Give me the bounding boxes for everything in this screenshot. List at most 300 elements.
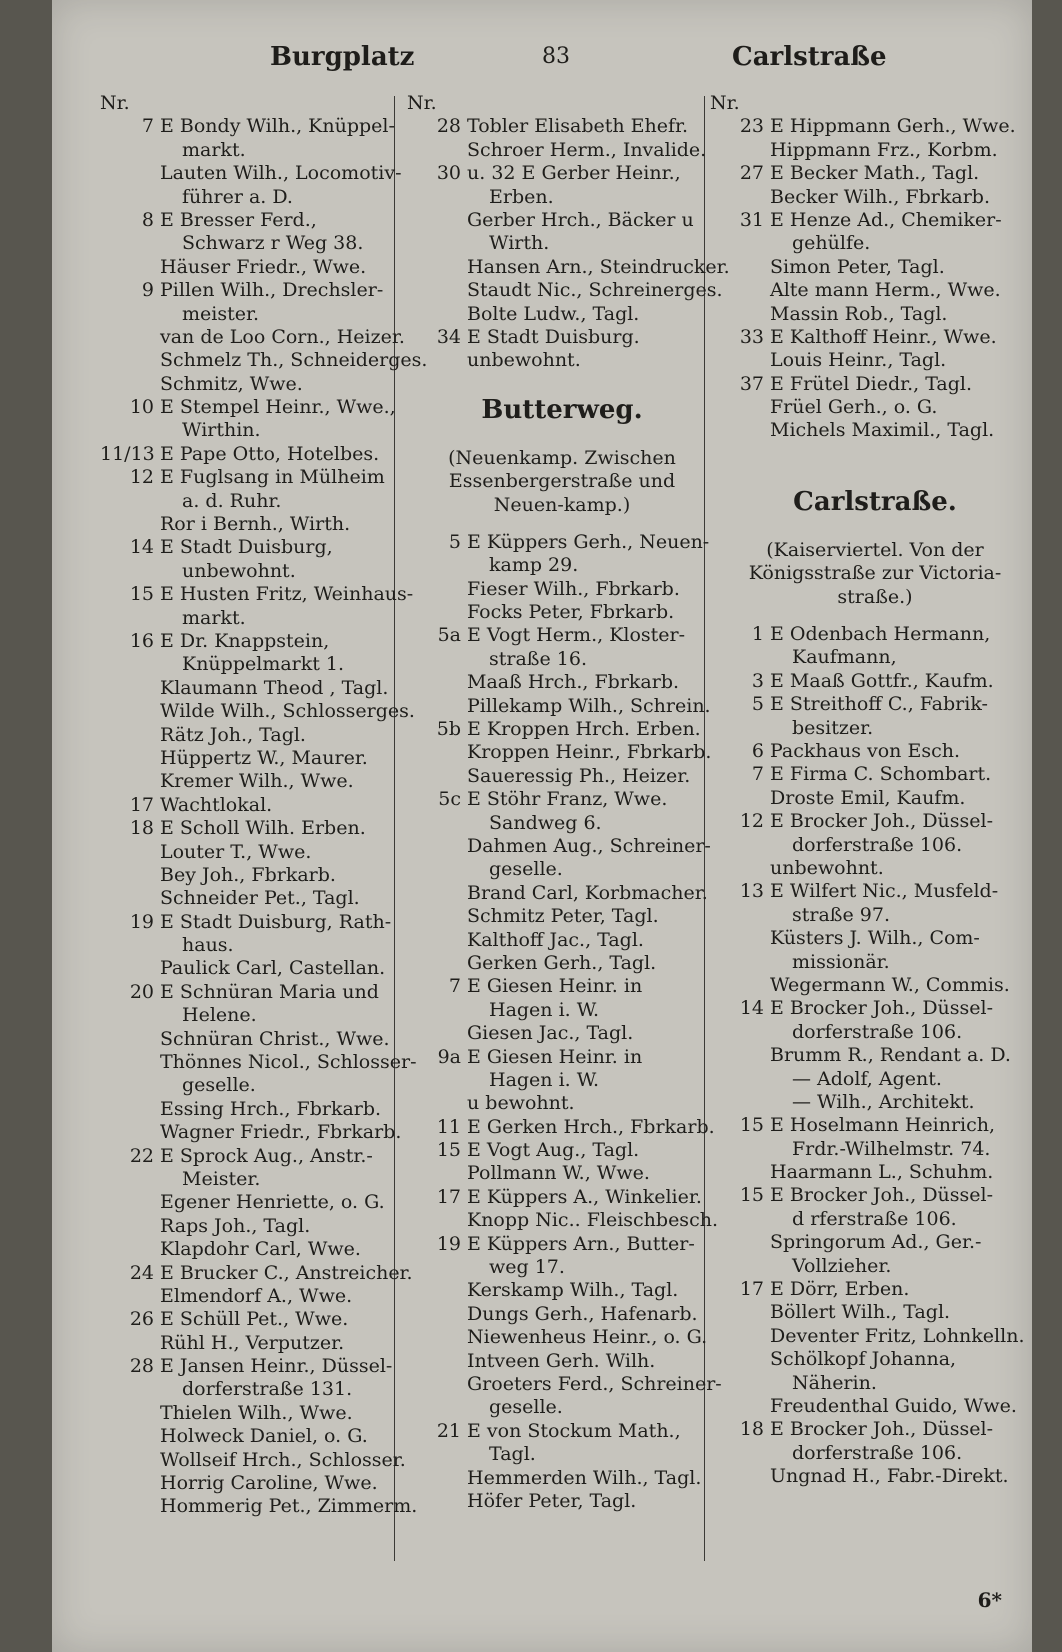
directory-line — [100, 513, 430, 536]
directory-line — [710, 1231, 1040, 1254]
resident-entry: — Wilh., Architekt. — [792, 1090, 975, 1113]
house-number: 5 — [448, 530, 461, 553]
house-number: 15 — [129, 583, 154, 606]
resident-entry: E Brocker Joh., Düssel- — [770, 810, 994, 833]
resident-entry: E Bresser Ferd., — [160, 208, 317, 231]
resident-entry: E Sprock Aug., Anstr.- — [160, 1144, 373, 1167]
directory-line — [710, 1418, 1040, 1441]
directory-line — [710, 646, 1040, 669]
directory-line — [710, 834, 1040, 857]
resident-entry: weg 17. — [489, 1256, 565, 1279]
house-number: 13 — [739, 880, 764, 903]
resident-entry: Staudt Nic., Schreinerges. — [467, 279, 723, 302]
directory-line — [100, 770, 430, 793]
resident-entry: Wirth. — [489, 232, 550, 255]
resident-entry: Wachtlokal. — [160, 793, 273, 816]
directory-line — [100, 560, 430, 583]
resident-entry: Schnüran Christ., Wwe. — [160, 1027, 390, 1050]
resident-entry: Kroppen Heinr., Fbrkarb. — [467, 741, 712, 764]
resident-entry: — Adolf, Agent. — [792, 1067, 942, 1090]
resident-entry: E Hippmann Gerh., Wwe. — [770, 115, 1016, 138]
resident-entry: Tobler Elisabeth Ehefr. — [467, 115, 689, 138]
directory-line — [100, 1238, 430, 1261]
resident-entry: Horrig Caroline, Wwe. — [160, 1472, 378, 1495]
resident-entry: führer a. D. — [182, 185, 293, 208]
directory-line — [407, 162, 717, 185]
resident-entry: Wagner Friedr., Fbrkarb. — [160, 1121, 402, 1144]
directory-line — [407, 741, 717, 764]
resident-entry: E Stadt Duisburg, Rath- — [160, 910, 392, 933]
house-number: 6 — [751, 740, 764, 763]
directory-line — [710, 693, 1040, 716]
resident-entry: meister. — [182, 302, 260, 325]
directory-line — [407, 1069, 717, 1092]
directory-line — [710, 623, 1040, 646]
column-2 — [407, 92, 730, 1513]
house-number: 8 — [141, 208, 154, 231]
directory-line — [710, 1278, 1040, 1301]
resident-entry: Schroer Herm., Invalide. — [467, 138, 707, 161]
resident-entry: E Dörr, Erben. — [770, 1278, 910, 1301]
directory-line — [100, 607, 430, 630]
directory-line — [100, 490, 430, 513]
resident-entry: Bolte Ludw., Tagl. — [467, 302, 640, 325]
resident-entry: kamp 29. — [489, 554, 579, 577]
resident-entry: geselle. — [489, 858, 563, 881]
directory-line — [407, 975, 717, 998]
directory-line — [100, 1191, 430, 1214]
resident-entry: Fieser Wilh., Fbrkarb. — [467, 577, 680, 600]
directory-line — [710, 1184, 1040, 1207]
resident-entry: E Dr. Knappstein, — [160, 629, 330, 652]
directory-line — [407, 1139, 717, 1162]
resident-entry: Küsters J. Wilh., Com- — [770, 927, 980, 950]
house-number: 24 — [129, 1261, 154, 1284]
resident-entry: besitzer. — [792, 716, 874, 739]
directory-line — [100, 583, 430, 606]
resident-entry: E Brucker C., Anstreicher. — [160, 1261, 413, 1284]
directory-line — [407, 1326, 717, 1349]
directory-line — [407, 1303, 717, 1326]
directory-line — [100, 747, 430, 770]
resident-entry: straße 16. — [489, 647, 587, 670]
resident-entry: Alte mann Herm., Wwe. — [770, 279, 1001, 302]
directory-line — [100, 1168, 430, 1191]
directory-line — [407, 929, 717, 952]
sheet-signature: 6* — [977, 1588, 1002, 1612]
resident-entry: Pollmann W., Wwe. — [467, 1162, 650, 1185]
resident-entry: Dahmen Aug., Schreiner- — [467, 834, 711, 857]
resident-entry: Louis Heinr., Tagl. — [770, 349, 947, 372]
resident-entry: Ror i Bernh., Wirth. — [160, 513, 351, 536]
directory-line — [710, 787, 1040, 810]
resident-entry: E Stempel Heinr., Wwe., — [160, 396, 396, 419]
directory-line — [407, 1162, 717, 1185]
directory-line — [100, 1051, 430, 1074]
house-number: 20 — [129, 980, 154, 1003]
house-number: 37 — [739, 372, 764, 395]
directory-line — [407, 209, 717, 232]
directory-line — [100, 1098, 430, 1121]
directory-line — [100, 700, 430, 723]
directory-line — [710, 1301, 1040, 1324]
resident-entry: Hüppertz W., Maurer. — [160, 746, 368, 769]
column-3-list — [710, 623, 1040, 1488]
header-left-street: Burgplatz — [270, 42, 415, 72]
directory-line — [710, 717, 1040, 740]
resident-entry: unbewohnt. — [770, 856, 884, 879]
directory-line — [407, 1209, 717, 1232]
resident-entry: geselle. — [182, 1074, 256, 1097]
directory-line — [710, 810, 1040, 833]
directory-line — [407, 1022, 717, 1045]
resident-entry: Sandweg 6. — [489, 811, 602, 834]
directory-line — [407, 186, 717, 209]
resident-entry: a. d. Ruhr. — [182, 489, 282, 512]
directory-line — [100, 1262, 430, 1285]
directory-line — [100, 1308, 430, 1331]
resident-entry: Klaumann Theod , Tagl. — [160, 676, 389, 699]
resident-entry: Paulick Carl, Castellan. — [160, 957, 386, 980]
house-number: 5c — [438, 788, 461, 811]
directory-line — [710, 162, 1040, 185]
resident-entry: unbewohnt. — [182, 559, 296, 582]
house-number: 7 — [751, 763, 764, 786]
resident-entry: Frdr.-Wilhelmstr. 74. — [792, 1137, 991, 1160]
directory-line — [407, 718, 717, 741]
directory-line — [100, 1495, 430, 1518]
directory-line — [407, 765, 717, 788]
directory-line — [100, 115, 430, 138]
house-number: 5 — [751, 693, 764, 716]
resident-entry: markt. — [182, 606, 246, 629]
resident-entry: d rferstraße 106. — [792, 1207, 957, 1230]
resident-entry: Droste Emil, Kaufm. — [770, 786, 966, 809]
resident-entry: E Hoselmann Heinrich, — [770, 1114, 996, 1137]
directory-line — [100, 841, 430, 864]
resident-entry: Hagen i. W. — [489, 998, 599, 1021]
resident-entry: Brumm R., Rendant a. D. — [770, 1044, 1011, 1067]
resident-entry: Vollzieher. — [792, 1254, 892, 1277]
resident-entry: Groeters Ferd., Schreiner- — [467, 1372, 722, 1395]
directory-line — [710, 857, 1040, 880]
directory-line — [407, 115, 717, 138]
directory-line — [407, 92, 717, 115]
resident-entry: E Scholl Wilh. Erben. — [160, 817, 366, 840]
directory-line — [100, 1285, 430, 1308]
directory-line — [710, 1255, 1040, 1278]
directory-line — [407, 905, 717, 928]
directory-line — [100, 630, 430, 653]
directory-line — [100, 419, 430, 442]
directory-line — [100, 186, 430, 209]
directory-line — [100, 1028, 430, 1051]
resident-entry: E Brocker Joh., Düssel- — [770, 1418, 994, 1441]
directory-line — [100, 326, 430, 349]
directory-line — [100, 911, 430, 934]
house-number: 15 — [739, 1184, 764, 1207]
directory-line — [710, 279, 1040, 302]
directory-line — [100, 1074, 430, 1097]
directory-line — [710, 997, 1040, 1020]
resident-entry: Hommerig Pet., Zimmerm. — [160, 1495, 418, 1518]
house-number: 18 — [129, 817, 154, 840]
resident-entry: Springorum Ad., Ger.- — [770, 1231, 982, 1254]
resident-entry: Packhaus von Esch. — [770, 740, 960, 763]
resident-entry: Hippmann Frz., Korbm. — [770, 138, 998, 161]
directory-line — [100, 794, 430, 817]
resident-entry: dorferstraße 106. — [792, 833, 963, 856]
resident-entry: Gerken Gerh., Tagl. — [467, 951, 657, 974]
directory-line — [407, 1186, 717, 1209]
resident-entry: E von Stockum Math., — [467, 1419, 681, 1442]
resident-entry: missionär. — [792, 950, 890, 973]
directory-line — [710, 373, 1040, 396]
directory-line — [407, 326, 717, 349]
resident-entry: E Henze Ad., Chemiker- — [770, 208, 1002, 231]
resident-entry: Lauten Wilh., Locomotiv- — [160, 162, 402, 185]
directory-line — [407, 695, 717, 718]
house-number: 21 — [436, 1419, 461, 1442]
directory-line — [100, 466, 430, 489]
house-number: 11 — [436, 1115, 461, 1138]
directory-line — [100, 981, 430, 1004]
resident-entry: E Giesen Heinr. in — [467, 975, 643, 998]
resident-entry: E Brocker Joh., Düssel- — [770, 997, 994, 1020]
resident-entry: markt. — [182, 138, 246, 161]
directory-line — [100, 1449, 430, 1472]
house-number: Nr. — [407, 92, 437, 114]
directory-line — [710, 904, 1040, 927]
directory-line — [100, 256, 430, 279]
resident-entry: Essing Hrch., Fbrkarb. — [160, 1097, 382, 1120]
directory-line — [710, 326, 1040, 349]
resident-entry: Giesen Jac., Tagl. — [467, 1022, 634, 1045]
directory-line — [710, 1372, 1040, 1395]
directory-line — [407, 1490, 717, 1513]
resident-entry: Böllert Wilh., Tagl. — [770, 1301, 951, 1324]
directory-line — [100, 653, 430, 676]
resident-entry: straße 97. — [792, 903, 890, 926]
directory-line — [710, 1044, 1040, 1067]
resident-entry: Meister. — [182, 1167, 261, 1190]
resident-entry: Wegermann W., Commis. — [770, 973, 1010, 996]
resident-entry: E Stöhr Franz, Wwe. — [467, 788, 668, 811]
house-number: 18 — [739, 1418, 764, 1441]
directory-line — [710, 1068, 1040, 1091]
resident-entry: Ungnad H., Fabr.-Direkt. — [770, 1465, 1009, 1488]
resident-entry: Saueressig Ph., Heizer. — [467, 764, 691, 787]
resident-entry: Schölkopf Johanna, — [770, 1348, 957, 1371]
resident-entry: Tagl. — [489, 1443, 536, 1466]
resident-entry: Freudenthal Guido, Wwe. — [770, 1394, 1017, 1417]
house-number: 3 — [751, 669, 764, 692]
directory-line — [710, 1442, 1040, 1465]
resident-entry: E Firma C. Schombart. — [770, 763, 992, 786]
directory-line — [710, 1161, 1040, 1184]
resident-entry: Niewenheus Heinr., o. G. — [467, 1326, 708, 1349]
directory-line — [100, 443, 430, 466]
house-number: 26 — [129, 1308, 154, 1331]
resident-entry: E Streithoff C., Fabrik- — [770, 693, 988, 716]
resident-entry: Raps Joh., Tagl. — [160, 1214, 311, 1237]
house-number: 19 — [129, 910, 154, 933]
directory-line — [407, 858, 717, 881]
directory-line — [710, 670, 1040, 693]
section-title-butterweg: Butterweg. — [481, 394, 643, 425]
directory-line — [100, 139, 430, 162]
directory-line — [100, 1425, 430, 1448]
directory-line — [407, 232, 717, 255]
resident-entry: Massin Rob., Tagl. — [770, 302, 948, 325]
directory-line — [710, 396, 1040, 419]
resident-entry: Schmitz Peter, Tagl. — [467, 905, 659, 928]
resident-entry: E Küppers Gerh., Neuen- — [467, 530, 710, 553]
house-number: 9a — [437, 1045, 461, 1068]
house-number: 15 — [436, 1139, 461, 1162]
resident-entry: Schmitz, Wwe. — [160, 372, 303, 395]
house-number: 22 — [129, 1144, 154, 1167]
directory-line — [100, 1145, 430, 1168]
house-number: 31 — [739, 208, 764, 231]
resident-entry: Helene. — [182, 1004, 257, 1027]
resident-entry: Hagen i. W. — [489, 1068, 599, 1091]
directory-line — [407, 952, 717, 975]
resident-entry: Haarmann L., Schuhm. — [770, 1161, 994, 1184]
directory-line — [407, 1233, 717, 1256]
resident-entry: E Bondy Wilh., Knüppel- — [160, 115, 395, 138]
resident-entry: E Wilfert Nic., Musfeld- — [770, 880, 999, 903]
resident-entry: E Brocker Joh., Düssel- — [770, 1184, 994, 1207]
directory-line — [100, 1472, 430, 1495]
resident-entry: E Husten Fritz, Weinhaus- — [160, 583, 414, 606]
resident-entry: E Giesen Heinr. in — [467, 1045, 643, 1068]
directory-line — [407, 835, 717, 858]
directory-line — [100, 279, 430, 302]
resident-entry: Dungs Gerh., Hafenarb. — [467, 1302, 698, 1325]
directory-line — [407, 139, 717, 162]
resident-entry: Bey Joh., Fbrkarb. — [160, 863, 336, 886]
directory-line — [407, 648, 717, 671]
directory-line — [710, 1114, 1040, 1137]
resident-entry: E Frütel Diedr., Tagl. — [770, 372, 973, 395]
directory-line — [407, 255, 730, 279]
directory-line — [710, 1138, 1040, 1161]
resident-entry: Pillen Wilh., Drechsler- — [160, 279, 384, 302]
header-right-street: Carlstraße — [732, 42, 887, 72]
directory-line — [710, 1091, 1040, 1114]
house-number: 12 — [129, 466, 154, 489]
resident-entry: Rätz Joh., Tagl. — [160, 723, 306, 746]
resident-entry: Klapdohr Carl, Wwe. — [160, 1238, 361, 1261]
directory-line — [407, 1116, 717, 1139]
house-number: 17 — [739, 1278, 764, 1301]
directory-line — [407, 1046, 717, 1069]
resident-entry: Louter T., Wwe. — [160, 840, 312, 863]
resident-entry: van de Loo Corn., Heizer. — [160, 325, 405, 348]
directory-line — [710, 1325, 1040, 1348]
resident-entry: dorferstraße 131. — [182, 1378, 353, 1401]
resident-entry: Näherin. — [792, 1371, 877, 1394]
directory-line — [710, 1465, 1040, 1488]
directory-line — [100, 349, 430, 372]
resident-entry: E Vogt Herm., Kloster- — [467, 624, 686, 647]
resident-entry: unbewohnt. — [467, 349, 581, 372]
resident-entry: E Kalthoff Heinr., Wwe. — [770, 325, 997, 348]
directory-line — [100, 162, 430, 185]
directory-line — [407, 999, 717, 1022]
section-intro-butterweg: (Neuenkamp. Zwischen Essenbergerstraße und Neuen-kamp.) — [448, 446, 676, 516]
house-number: 7 — [448, 975, 461, 998]
directory-line — [100, 864, 430, 887]
resident-entry: Focks Peter, Fbrkarb. — [467, 601, 675, 624]
directory-line — [100, 373, 430, 396]
house-number: 12 — [739, 810, 764, 833]
resident-entry: Schmelz Th., Schneiderges. — [160, 349, 428, 372]
house-number: 23 — [739, 115, 764, 138]
resident-entry: Hansen Arn., Steindrucker. — [467, 255, 730, 278]
directory-line — [100, 232, 430, 255]
house-number: 15 — [739, 1114, 764, 1137]
directory-line — [407, 531, 717, 554]
directory-line — [710, 927, 1040, 950]
house-number: 33 — [739, 325, 764, 348]
directory-line — [407, 671, 717, 694]
resident-entry: Pillekamp Wilh., Schrein. — [467, 694, 711, 717]
resident-entry: u bewohnt. — [467, 1092, 575, 1115]
resident-entry: Maaß Hrch., Fbrkarb. — [467, 671, 680, 694]
resident-entry: geselle. — [489, 1396, 563, 1419]
house-number: Nr. — [710, 92, 740, 114]
directory-line — [100, 209, 430, 232]
resident-entry: E Vogt Aug., Tagl. — [467, 1139, 640, 1162]
resident-entry: Schwarz r Weg 38. — [182, 232, 364, 255]
directory-line — [100, 677, 430, 700]
resident-entry: E Schüll Pet., Wwe. — [160, 1308, 349, 1331]
resident-entry: Kalthoff Jac., Tagl. — [467, 928, 644, 951]
house-number: 28 — [129, 1355, 154, 1378]
directory-line — [407, 1467, 717, 1490]
page — [52, 0, 1032, 1652]
directory-line — [407, 882, 717, 905]
resident-entry: Hemmerden Wilh., Tagl. — [467, 1466, 702, 1489]
resident-entry: dorferstraße 106. — [792, 1441, 963, 1464]
resident-entry: Kaufmann, — [792, 646, 897, 669]
house-number: Nr. — [100, 92, 130, 114]
resident-entry: Rühl H., Verputzer. — [160, 1331, 345, 1354]
resident-entry: Thielen Wilh., Wwe. — [160, 1401, 353, 1424]
resident-entry: E Pape Otto, Hotelbes. — [160, 442, 380, 465]
directory-line — [100, 536, 430, 559]
directory-line — [710, 92, 1040, 115]
directory-line — [407, 554, 717, 577]
directory-line — [100, 957, 430, 980]
house-number: 14 — [739, 997, 764, 1020]
resident-entry: E Stadt Duisburg, — [160, 536, 333, 559]
house-number: 16 — [129, 629, 154, 652]
directory-line — [407, 812, 717, 835]
resident-entry: E Jansen Heinr., Düssel- — [160, 1355, 393, 1378]
house-number: 34 — [436, 325, 461, 348]
directory-line — [407, 1092, 717, 1115]
resident-entry: Kerskamp Wilh., Tagl. — [467, 1279, 679, 1302]
resident-entry: Holweck Daniel, o. G. — [160, 1425, 368, 1448]
directory-line — [710, 1208, 1040, 1231]
house-number: 30 — [436, 162, 461, 185]
resident-entry: Schneider Pet., Tagl. — [160, 887, 360, 910]
resident-entry: u. 32 E Gerber Heinr., — [467, 162, 681, 185]
directory-line — [100, 1215, 430, 1238]
